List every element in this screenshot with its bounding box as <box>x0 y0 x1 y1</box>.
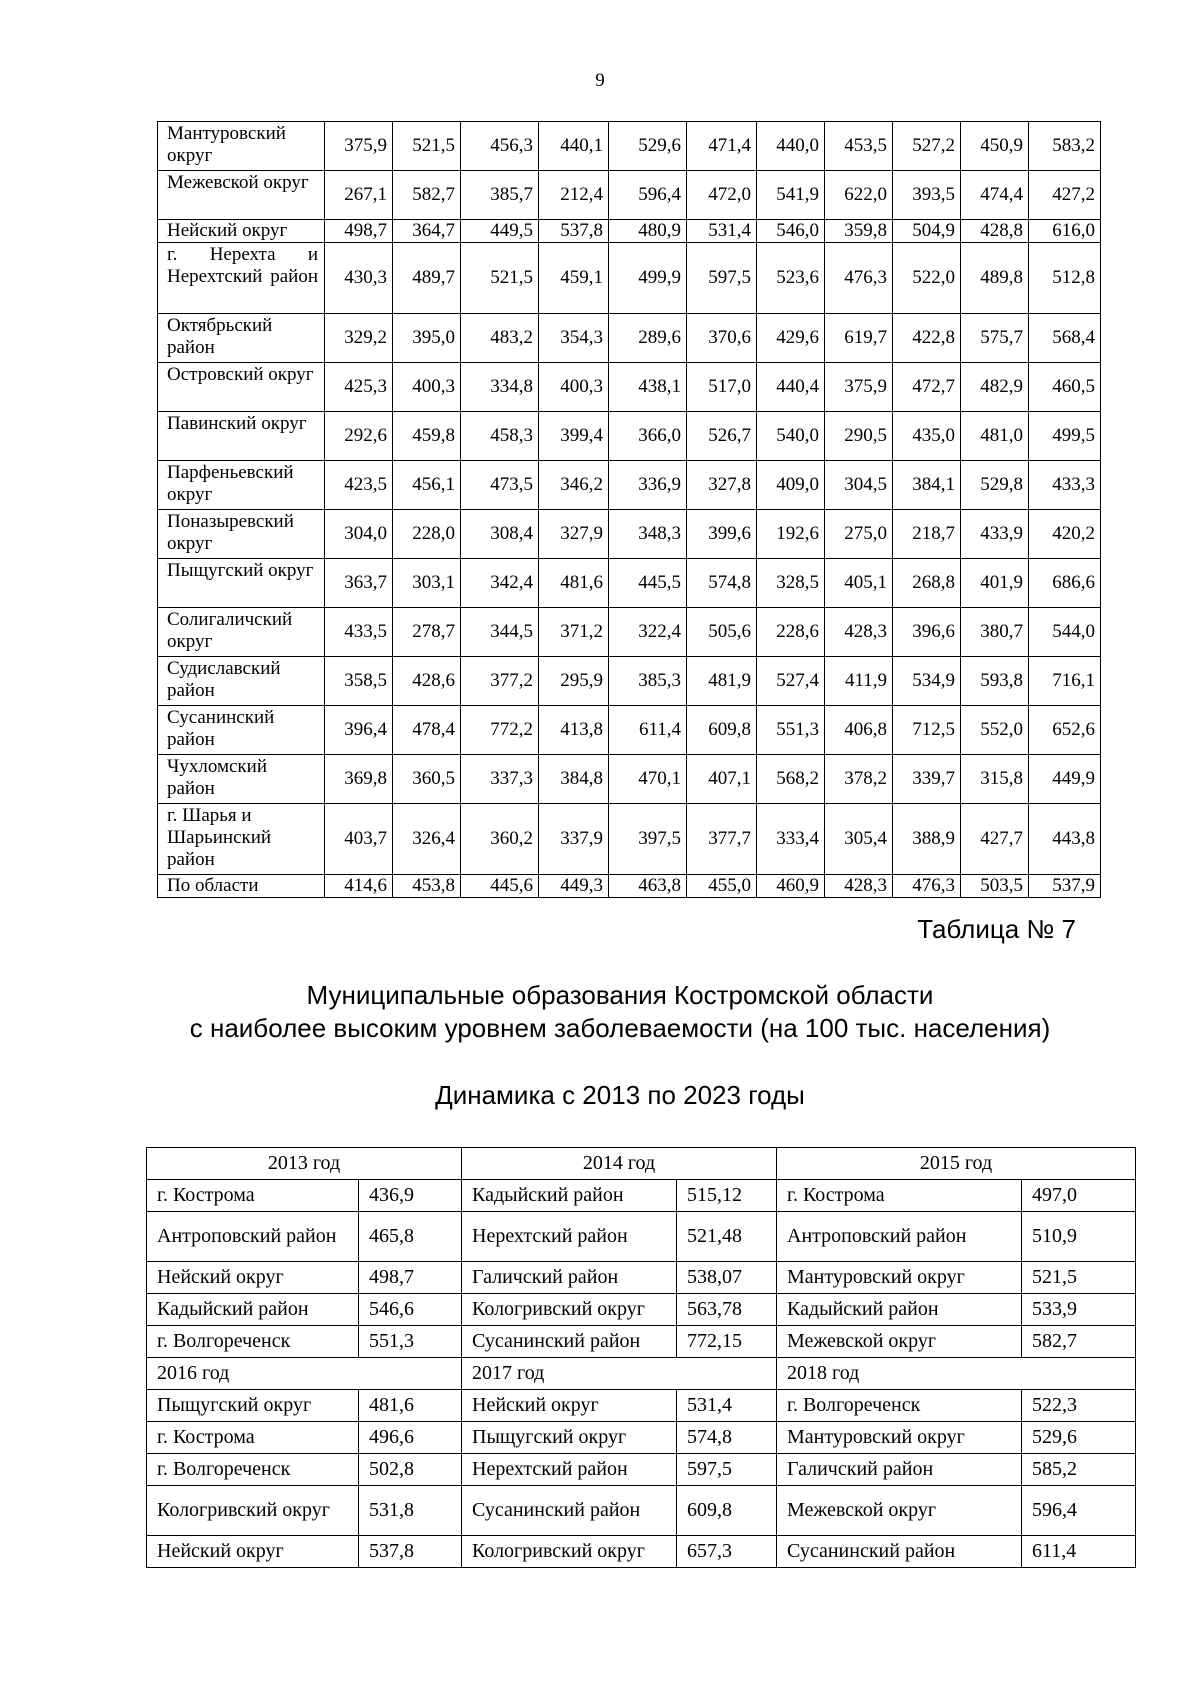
rate-value: 517,0 <box>687 363 757 412</box>
rate-value: 438,1 <box>609 363 687 412</box>
rate-value: 483,2 <box>461 314 539 363</box>
rate-value: 385,3 <box>609 657 687 706</box>
rate-value: 460,9 <box>757 875 825 898</box>
rate-value: 458,3 <box>461 412 539 461</box>
district-name: Сусанинский район <box>462 1486 677 1536</box>
table-row <box>147 1422 1136 1454</box>
rate-value: 440,4 <box>757 363 825 412</box>
rate-value: 329,2 <box>325 314 393 363</box>
table-row <box>158 363 1101 412</box>
rate-value: 429,6 <box>757 314 825 363</box>
rate-value: 582,7 <box>393 171 461 220</box>
rate-value: 449,5 <box>461 220 539 243</box>
rate-value: 489,7 <box>393 243 461 314</box>
rate-value: 575,7 <box>961 314 1029 363</box>
rate-value: 521,5 <box>393 122 461 171</box>
district-name: г. Кострома <box>147 1422 359 1454</box>
rate-value: 470,1 <box>609 755 687 804</box>
rate-value: 339,7 <box>893 755 961 804</box>
rate-value: 289,6 <box>609 314 687 363</box>
rate-value: 425,3 <box>325 363 393 412</box>
district-name: Кадыйский район <box>147 1294 359 1326</box>
rate-value: 315,8 <box>961 755 1029 804</box>
district-incidence-table <box>157 121 1101 898</box>
year-header: 2015 год <box>777 1148 1136 1180</box>
rate-value: 522,0 <box>893 243 961 314</box>
rate-value: 481,6 <box>359 1390 462 1422</box>
rate-value: 342,4 <box>461 559 539 608</box>
rate-value: 460,5 <box>1029 363 1101 412</box>
rate-value: 523,6 <box>757 243 825 314</box>
rate-value: 622,0 <box>825 171 893 220</box>
rate-value: 480,9 <box>609 220 687 243</box>
rate-value: 657,3 <box>677 1536 777 1568</box>
table-row <box>158 706 1101 755</box>
district-name: Островский округ <box>158 363 325 412</box>
table-row <box>158 608 1101 657</box>
district-name: г. Волгореченск <box>147 1326 359 1358</box>
page-number: 9 <box>595 70 605 91</box>
district-name: Кадыйский район <box>462 1180 677 1212</box>
rate-value: 371,2 <box>539 608 609 657</box>
rate-value: 308,4 <box>461 510 539 559</box>
year-header: 2017 год <box>462 1358 777 1390</box>
rate-value: 540,0 <box>757 412 825 461</box>
rate-value: 360,2 <box>461 804 539 875</box>
rate-value: 582,7 <box>1022 1326 1136 1358</box>
rate-value: 522,3 <box>1022 1390 1136 1422</box>
table-row <box>147 1294 1136 1326</box>
rate-value: 396,4 <box>325 706 393 755</box>
district-name: г. Нерехта и Нерехтский район <box>158 243 325 314</box>
rate-value: 498,7 <box>359 1262 462 1294</box>
rate-value: 409,0 <box>757 461 825 510</box>
rate-value: 551,3 <box>757 706 825 755</box>
rate-value: 597,5 <box>677 1454 777 1486</box>
table-row <box>147 1454 1136 1486</box>
district-name: Галичский район <box>462 1262 677 1294</box>
rate-value: 346,2 <box>539 461 609 510</box>
rate-value: 384,1 <box>893 461 961 510</box>
rate-value: 498,7 <box>325 220 393 243</box>
rate-value: 611,4 <box>1022 1536 1136 1568</box>
rate-value: 433,5 <box>325 608 393 657</box>
year-header: 2014 год <box>462 1148 777 1180</box>
rate-value: 449,3 <box>539 875 609 898</box>
rate-value: 465,8 <box>359 1212 462 1262</box>
rate-value: 358,5 <box>325 657 393 706</box>
rate-value: 396,6 <box>893 608 961 657</box>
rate-value: 393,5 <box>893 171 961 220</box>
rate-value: 403,7 <box>325 804 393 875</box>
rate-value: 218,7 <box>893 510 961 559</box>
district-name: Сусанинский район <box>462 1326 677 1358</box>
district-name: Нерехтский район <box>462 1454 677 1486</box>
year-header-row <box>147 1358 1136 1390</box>
rate-value: 428,6 <box>393 657 461 706</box>
district-name: Мантуровский округ <box>777 1262 1022 1294</box>
rate-value: 568,2 <box>757 755 825 804</box>
year-header: 2016 год <box>147 1358 462 1390</box>
rate-value: 212,4 <box>539 171 609 220</box>
rate-value: 533,9 <box>1022 1294 1136 1326</box>
rate-value: 388,9 <box>893 804 961 875</box>
rate-value: 413,8 <box>539 706 609 755</box>
rate-value: 377,7 <box>687 804 757 875</box>
rate-value: 428,8 <box>961 220 1029 243</box>
district-name: По области <box>158 875 325 898</box>
rate-value: 472,0 <box>687 171 757 220</box>
rate-value: 652,6 <box>1029 706 1101 755</box>
rate-value: 499,9 <box>609 243 687 314</box>
rate-value: 337,3 <box>461 755 539 804</box>
rate-value: 292,6 <box>325 412 393 461</box>
rate-value: 377,2 <box>461 657 539 706</box>
rate-value: 192,6 <box>757 510 825 559</box>
rate-value: 228,0 <box>393 510 461 559</box>
district-name: Кологривский округ <box>462 1294 677 1326</box>
rate-value: 482,9 <box>961 363 1029 412</box>
rate-value: 499,5 <box>1029 412 1101 461</box>
rate-value: 596,4 <box>1022 1486 1136 1536</box>
district-name: Парфеньевский округ <box>158 461 325 510</box>
rate-value: 304,5 <box>825 461 893 510</box>
rate-value: 406,8 <box>825 706 893 755</box>
rate-value: 435,0 <box>893 412 961 461</box>
district-name: Октябрьский район <box>158 314 325 363</box>
rate-value: 489,8 <box>961 243 1029 314</box>
rate-value: 369,8 <box>325 755 393 804</box>
rate-value: 433,3 <box>1029 461 1101 510</box>
rate-value: 427,2 <box>1029 171 1101 220</box>
table-row <box>158 461 1101 510</box>
rate-value: 305,4 <box>825 804 893 875</box>
rate-value: 414,6 <box>325 875 393 898</box>
rate-value: 481,0 <box>961 412 1029 461</box>
rate-value: 411,9 <box>825 657 893 706</box>
rate-value: 531,4 <box>677 1390 777 1422</box>
rate-value: 463,8 <box>609 875 687 898</box>
rate-value: 375,9 <box>825 363 893 412</box>
table-row <box>158 412 1101 461</box>
district-name: Мантуровский округ <box>158 122 325 171</box>
rate-value: 378,2 <box>825 755 893 804</box>
rate-value: 712,5 <box>893 706 961 755</box>
rate-value: 474,4 <box>961 171 1029 220</box>
table-subtitle: Динамика с 2013 по 2023 годы <box>435 1080 805 1110</box>
rate-value: 384,8 <box>539 755 609 804</box>
rate-value: 521,5 <box>1022 1262 1136 1294</box>
table-title-line-2: с наиболее высоким уровнем заболеваемости (на 100 тыс. населения) <box>189 1013 1051 1043</box>
district-name: Кологривский округ <box>462 1536 677 1568</box>
rate-value: 546,6 <box>359 1294 462 1326</box>
district-name: Кологривский округ <box>147 1486 359 1536</box>
rate-value: 537,9 <box>1029 875 1101 898</box>
district-name: Межевской округ <box>777 1326 1022 1358</box>
rate-value: 568,4 <box>1029 314 1101 363</box>
district-name: г. Кострома <box>777 1180 1022 1212</box>
rate-value: 473,5 <box>461 461 539 510</box>
year-header-row <box>147 1148 1136 1180</box>
rate-value: 428,3 <box>825 875 893 898</box>
district-name: Антроповский район <box>147 1212 359 1262</box>
table-row <box>158 243 1101 314</box>
district-name: г. Волгореченск <box>777 1390 1022 1422</box>
table-row <box>147 1262 1136 1294</box>
table-row <box>147 1486 1136 1536</box>
rate-value: 400,3 <box>539 363 609 412</box>
rate-value: 370,6 <box>687 314 757 363</box>
rate-value: 334,8 <box>461 363 539 412</box>
district-name: Мантуровский округ <box>777 1422 1022 1454</box>
rate-value: 529,8 <box>961 461 1029 510</box>
rate-value: 436,9 <box>359 1180 462 1212</box>
table-row <box>158 220 1101 243</box>
rate-value: 593,8 <box>961 657 1029 706</box>
rate-value: 440,0 <box>757 122 825 171</box>
district-name: Антроповский район <box>777 1212 1022 1262</box>
rate-value: 375,9 <box>325 122 393 171</box>
rate-value: 597,5 <box>687 243 757 314</box>
rate-value: 502,8 <box>359 1454 462 1486</box>
rate-value: 407,1 <box>687 755 757 804</box>
district-name: Нейский округ <box>147 1536 359 1568</box>
rate-value: 430,3 <box>325 243 393 314</box>
rate-value: 268,8 <box>893 559 961 608</box>
top-districts-table <box>146 1147 1136 1568</box>
rate-value: 385,7 <box>461 171 539 220</box>
rate-value: 400,3 <box>393 363 461 412</box>
rate-value: 440,1 <box>539 122 609 171</box>
rate-value: 453,5 <box>825 122 893 171</box>
rate-value: 333,4 <box>757 804 825 875</box>
rate-value: 497,0 <box>1022 1180 1136 1212</box>
table-row <box>158 314 1101 363</box>
district-name: Пыщугский округ <box>147 1390 359 1422</box>
table-row <box>147 1536 1136 1568</box>
rate-value: 327,8 <box>687 461 757 510</box>
rate-value: 267,1 <box>325 171 393 220</box>
table-row <box>158 559 1101 608</box>
rate-value: 456,1 <box>393 461 461 510</box>
district-name: Нейский округ <box>158 220 325 243</box>
rate-value: 611,4 <box>609 706 687 755</box>
rate-value: 686,6 <box>1029 559 1101 608</box>
rate-value: 443,8 <box>1029 804 1101 875</box>
rate-value: 527,2 <box>893 122 961 171</box>
rate-value: 772,2 <box>461 706 539 755</box>
rate-value: 445,5 <box>609 559 687 608</box>
rate-value: 476,3 <box>825 243 893 314</box>
table-row <box>147 1326 1136 1358</box>
rate-value: 428,3 <box>825 608 893 657</box>
rate-value: 344,5 <box>461 608 539 657</box>
rate-value: 449,9 <box>1029 755 1101 804</box>
table-row <box>158 171 1101 220</box>
rate-value: 503,5 <box>961 875 1029 898</box>
district-name: г. Кострома <box>147 1180 359 1212</box>
table-row <box>147 1212 1136 1262</box>
rate-value: 583,2 <box>1029 122 1101 171</box>
table-row <box>158 510 1101 559</box>
rate-value: 455,0 <box>687 875 757 898</box>
rate-value: 521,48 <box>677 1212 777 1262</box>
rate-value: 552,0 <box>961 706 1029 755</box>
rate-value: 399,4 <box>539 412 609 461</box>
rate-value: 609,8 <box>677 1486 777 1536</box>
rate-value: 609,8 <box>687 706 757 755</box>
rate-value: 337,9 <box>539 804 609 875</box>
rate-value: 359,8 <box>825 220 893 243</box>
district-name: Поназыревский округ <box>158 510 325 559</box>
rate-value: 527,4 <box>757 657 825 706</box>
rate-value: 538,07 <box>677 1262 777 1294</box>
district-name: г. Шарья и Шарьинский район <box>158 804 325 875</box>
rate-value: 433,9 <box>961 510 1029 559</box>
rate-value: 427,7 <box>961 804 1029 875</box>
rate-value: 326,4 <box>393 804 461 875</box>
rate-value: 459,1 <box>539 243 609 314</box>
district-name: Межевской округ <box>158 171 325 220</box>
rate-value: 537,8 <box>539 220 609 243</box>
rate-value: 541,9 <box>757 171 825 220</box>
rate-value: 348,3 <box>609 510 687 559</box>
table-row <box>158 875 1101 898</box>
rate-value: 716,1 <box>1029 657 1101 706</box>
rate-value: 278,7 <box>393 608 461 657</box>
table-label: Таблица № 7 <box>917 914 1076 944</box>
rate-value: 529,6 <box>609 122 687 171</box>
rate-value: 476,3 <box>893 875 961 898</box>
rate-value: 619,7 <box>825 314 893 363</box>
rate-value: 459,8 <box>393 412 461 461</box>
rate-value: 366,0 <box>609 412 687 461</box>
district-name: Судиславский район <box>158 657 325 706</box>
rate-value: 328,5 <box>757 559 825 608</box>
rate-value: 445,6 <box>461 875 539 898</box>
district-name: Сусанинский район <box>158 706 325 755</box>
district-name: Пыщугский округ <box>462 1422 677 1454</box>
rate-value: 360,5 <box>393 755 461 804</box>
rate-value: 275,0 <box>825 510 893 559</box>
table-row <box>158 755 1101 804</box>
rate-value: 290,5 <box>825 412 893 461</box>
table-row <box>147 1390 1136 1422</box>
rate-value: 456,3 <box>461 122 539 171</box>
district-name: Павинский округ <box>158 412 325 461</box>
rate-value: 471,4 <box>687 122 757 171</box>
rate-value: 510,9 <box>1022 1212 1136 1262</box>
rate-value: 380,7 <box>961 608 1029 657</box>
rate-value: 526,7 <box>687 412 757 461</box>
district-name: Кадыйский район <box>777 1294 1022 1326</box>
rate-value: 295,9 <box>539 657 609 706</box>
rate-value: 322,4 <box>609 608 687 657</box>
rate-value: 546,0 <box>757 220 825 243</box>
year-header: 2013 год <box>147 1148 462 1180</box>
district-name: Нерехтский район <box>462 1212 677 1262</box>
district-name: Чухломский район <box>158 755 325 804</box>
rate-value: 531,4 <box>687 220 757 243</box>
district-name: Солигаличский округ <box>158 608 325 657</box>
rate-value: 596,4 <box>609 171 687 220</box>
rate-value: 544,0 <box>1029 608 1101 657</box>
rate-value: 423,5 <box>325 461 393 510</box>
rate-value: 529,6 <box>1022 1422 1136 1454</box>
rate-value: 574,8 <box>677 1422 777 1454</box>
rate-value: 304,0 <box>325 510 393 559</box>
rate-value: 397,5 <box>609 804 687 875</box>
table-row <box>147 1180 1136 1212</box>
rate-value: 401,9 <box>961 559 1029 608</box>
district-name: Пыщугский округ <box>158 559 325 608</box>
rate-value: 336,9 <box>609 461 687 510</box>
district-name: Галичский район <box>777 1454 1022 1486</box>
rate-value: 496,6 <box>359 1422 462 1454</box>
rate-value: 531,8 <box>359 1486 462 1536</box>
rate-value: 551,3 <box>359 1326 462 1358</box>
rate-value: 616,0 <box>1029 220 1101 243</box>
table-row <box>158 804 1101 875</box>
district-name: Нейский округ <box>147 1262 359 1294</box>
table-row <box>158 657 1101 706</box>
rate-value: 512,8 <box>1029 243 1101 314</box>
rate-value: 505,6 <box>687 608 757 657</box>
year-header: 2018 год <box>777 1358 1136 1390</box>
district-name: Нейский округ <box>462 1390 677 1422</box>
rate-value: 363,7 <box>325 559 393 608</box>
rate-value: 405,1 <box>825 559 893 608</box>
table-row <box>158 122 1101 171</box>
table-title-line-1: Муниципальные образования Костромской области <box>306 980 934 1010</box>
district-name: Сусанинский район <box>777 1536 1022 1568</box>
rate-value: 534,9 <box>893 657 961 706</box>
rate-value: 453,8 <box>393 875 461 898</box>
rate-value: 574,8 <box>687 559 757 608</box>
rate-value: 420,2 <box>1029 510 1101 559</box>
district-name: Межевской округ <box>777 1486 1022 1536</box>
rate-value: 521,5 <box>461 243 539 314</box>
rate-value: 354,3 <box>539 314 609 363</box>
rate-value: 228,6 <box>757 608 825 657</box>
rate-value: 537,8 <box>359 1536 462 1568</box>
rate-value: 504,9 <box>893 220 961 243</box>
rate-value: 450,9 <box>961 122 1029 171</box>
rate-value: 422,8 <box>893 314 961 363</box>
rate-value: 515,12 <box>677 1180 777 1212</box>
rate-value: 472,7 <box>893 363 961 412</box>
rate-value: 395,0 <box>393 314 461 363</box>
rate-value: 303,1 <box>393 559 461 608</box>
rate-value: 364,7 <box>393 220 461 243</box>
rate-value: 478,4 <box>393 706 461 755</box>
rate-value: 399,6 <box>687 510 757 559</box>
rate-value: 585,2 <box>1022 1454 1136 1486</box>
rate-value: 481,6 <box>539 559 609 608</box>
rate-value: 481,9 <box>687 657 757 706</box>
rate-value: 772,15 <box>677 1326 777 1358</box>
rate-value: 327,9 <box>539 510 609 559</box>
rate-value: 563,78 <box>677 1294 777 1326</box>
district-name: г. Волгореченск <box>147 1454 359 1486</box>
